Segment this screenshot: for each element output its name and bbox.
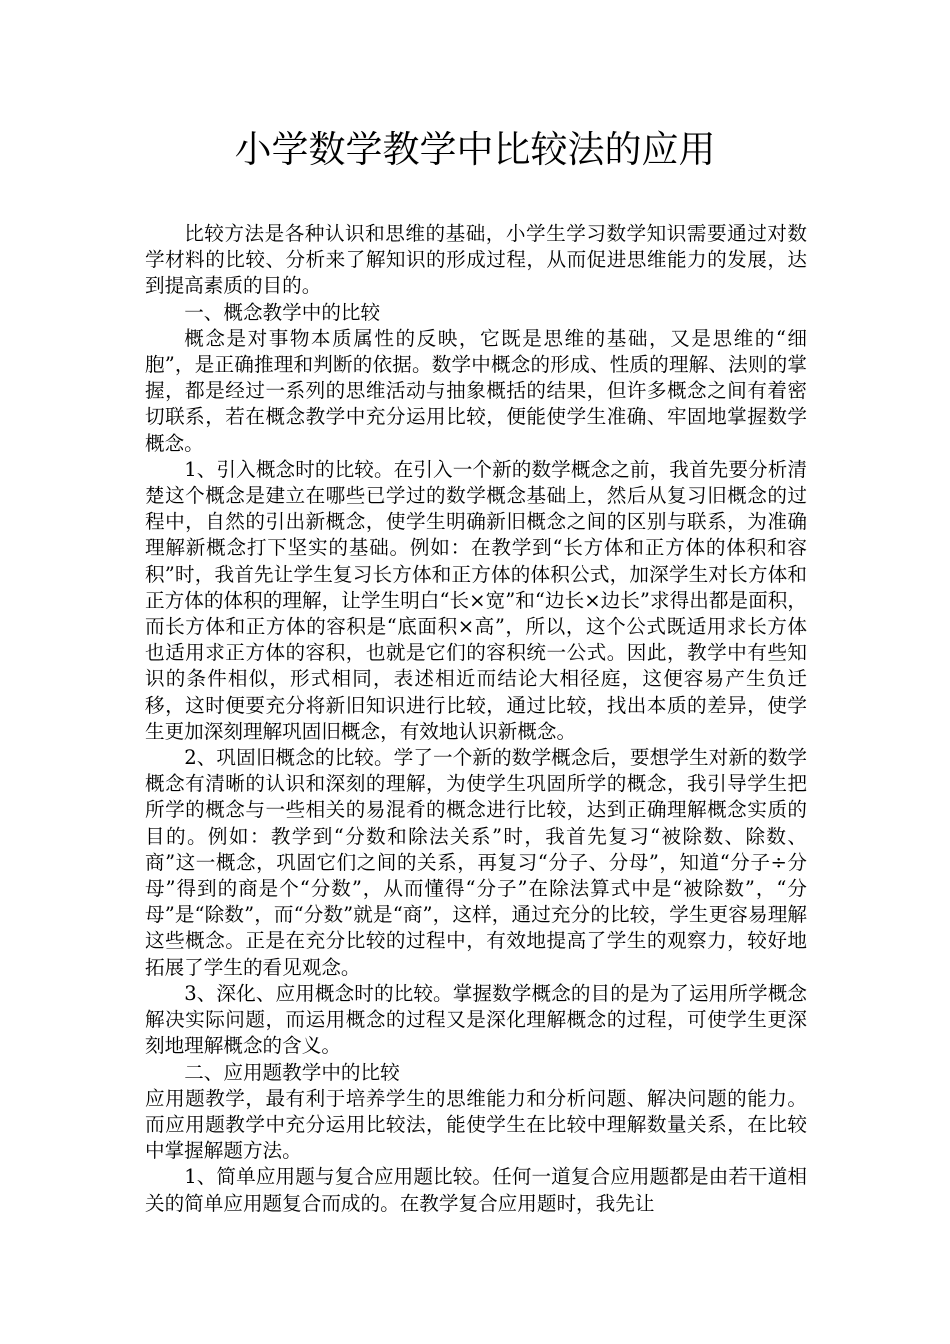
paragraph-intro: 比较方法是各种认识和思维的基础，小学生学习数学知识需要通过对数学材料的比较、分析来了解知识的形成过程，从而促进思维能力的发展，达到提高素质的目的。 xyxy=(145,222,807,298)
paragraph-consolidate-concept: 2、巩固旧概念的比较。学了一个新的数学概念后，要想学生对新的数学概念有清晰的认识和深刻的理解，为使学生巩固所学的概念，我引导学生把所学的概念与一些相关的易混肴的概念进行比较，达到正确理解概念实质的目的。例如：教学到“分数和除法关系”时，我首先复习“被除数、除数、商”这一概念，巩固它们之间的关系，再复习“分子、分母”，知道“分子÷分母”得到的商是个“分数”，从而懂得“分子”在除法算式中是“被除数”，“分母”是“除数”，而“分数”就是“商”，这样，通过充分的比较，学生更容易理解这些概念。正是在充分比较的过程中，有效地提高了学生的观察力，较好地拓展了学生的看见观念。 xyxy=(145,746,807,979)
section-heading-word-problems: 二、应用题教学中的比较 xyxy=(184,1060,400,1084)
document-title: 小学数学教学中比较法的应用 xyxy=(234,128,716,171)
paragraph-word-problems: 应用题教学，最有利于培养学生的思维能力和分析问题、解决问题的能力。而应用题教学中充分运用比较法，能使学生在比较中理解数量关系，在比较中掌握解题方法。 xyxy=(145,1086,807,1163)
section-heading-concept: 一、概念教学中的比较 xyxy=(184,300,381,324)
document-body xyxy=(145,221,807,1217)
paragraph-introduce-concept: 1、引入概念时的比较。在引入一个新的数学概念之前，我首先要分析清楚这个概念是建立在哪些已学过的数学概念基础上，然后从复习旧概念的过程中，自然的引出新概念，使学生明确新旧概念之间的区别与联系，为准确理解新概念打下坚实的基础。例如：在教学到“长方体和正方体的体积和容积”时，我首先让学生复习长方体和正方体的体积公式，加深学生对长方体和正方体的体积的理解，让学生明白“长×宽”和“边长×边长”求得出都是面积，而长方体和正方体的容积是“底面积×高”，所以，这个公式既适用求长方体也适用求正方体的容积，也就是它们的容积统一公式。因此，教学中有些知识的条件相似，形式相同，表述相近而结论大相径庭，这便容易产生负迁移，这时便要充分将新旧知识进行比较，通过比较，找出本质的差异，使学生更加深刻理解巩固旧概念，有效地认识新概念。 xyxy=(145,457,807,743)
paragraph-concept: 概念是对事物本质属性的反映，它既是思维的基础，又是思维的“细胞”，是正确推理和判断的依据。数学中概念的形成、性质的理解、法则的掌握，都是经过一系列的思维活动与抽象概括的结果，但许多概念之间有着密切联系，若在概念教学中充分运用比较，便能使学生准确、牢固地掌握数学概念。 xyxy=(145,326,807,455)
paragraph-simple-vs-compound: 1、简单应用题与复合应用题比较。任何一道复合应用题都是由若干道相关的简单应用题复合而成的。在教学复合应用题时，我先让 xyxy=(145,1165,807,1215)
paragraph-deepen-concept: 3、深化、应用概念时的比较。掌握数学概念的目的是为了运用所学概念解决实际问题，而运用概念的过程又是深化理解概念的过程，可使学生更深刻地理解概念的含义。 xyxy=(145,981,807,1058)
